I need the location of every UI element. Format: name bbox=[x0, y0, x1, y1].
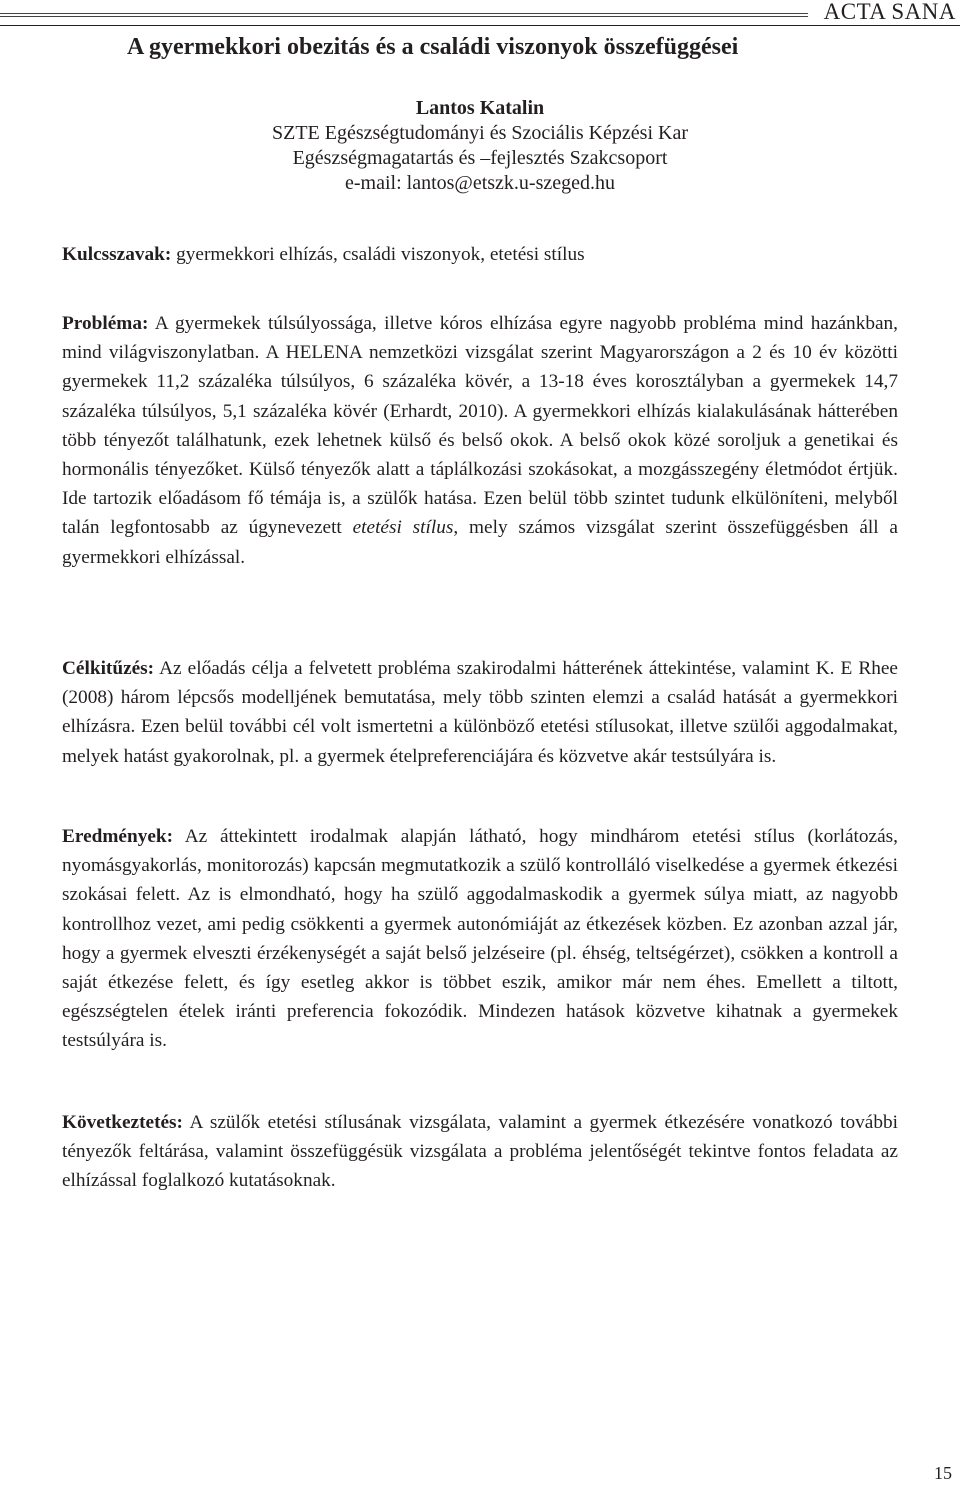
keywords-text: gyermekkori elhízás, családi viszonyok, etetési stílus bbox=[171, 244, 585, 265]
header-rule bbox=[0, 0, 960, 26]
aim-text: Az előadás célja a felvetett probléma szakirodalmi hátterének áttekintése, valamint K. E Rhee (2008) három lépcsős modelljének bemutatása, mely több szinten elemzi a család hatását a gyermekkori elhízásra. Ezen belül további cél volt ismertetni a különböző etetési stílusokat, illetve szülői aggodalmakat, melyek hatást gyakorolnak, pl. a gyermek ételpreferenciájára és közvetve akár testsúlyára is. bbox=[62, 658, 898, 767]
keywords-paragraph bbox=[62, 240, 898, 269]
keywords-label: Kulcsszavak: bbox=[62, 244, 172, 265]
header-line bbox=[0, 13, 808, 14]
results-paragraph bbox=[62, 822, 898, 1056]
aim-paragraph bbox=[62, 654, 898, 771]
aim-label: Célkitűzés: bbox=[62, 658, 155, 679]
conclusion-text: A szülők etetési stílusának vizsgálata, valamint a gyermek étkezésére vonatkozó további tényezők feltárása, valamint összefüggésük vizsgálata a probléma jelentőségét tekintve fontos feladata az elhízással foglalkozó kutatásoknak. bbox=[62, 1112, 898, 1192]
conclusion-label: Következtetés: bbox=[62, 1112, 183, 1133]
author-email: e-mail: lantos@etszk.u-szeged.hu bbox=[345, 172, 615, 194]
author-department: Egészségmagatartás és –fejlesztés Szakcsoport bbox=[292, 147, 668, 169]
problem-label: Probléma: bbox=[62, 313, 149, 334]
problem-italic-term: etetési stílus bbox=[352, 517, 454, 539]
results-label: Eredmények: bbox=[62, 826, 174, 847]
conclusion-paragraph bbox=[62, 1108, 898, 1196]
author-affiliation: SZTE Egészségtudományi és Szociális Képzési Kar bbox=[272, 122, 688, 144]
problem-text: A gyermekek túlsúlyossága, illetve kóros elhízása egyre nagyobb probléma mind hazánkban, mind világviszonylatban. A HELENA nemzetközi vizsgálat szerint Magyarországon a 2 és 10 év közötti gyermekek 11,2 százaléka túlsúlyos, 6 százaléka kövér, a 13-18 éves korosztályban a gyermekek 14,7 százaléka túlsúlyos, 5,1 százaléka kövér (Erhardt, 2010). A gyermekkori elhízás kialakulásának hátterében több tényezőt találhatunk, ezek lehetnek külső és belső okok. A belső okok közé soroljuk a genetikai és hormonális tényezőket. Külső tényezők alatt a táplálkozási szokásokat, a mozgásszegény életmódot értjük. Ide tartozik előadásom fő témája is, a szülők hatása. Ezen belül több szintet tudunk elkülöníteni, melyből talán legfontosabb az úgynevezett bbox=[62, 313, 898, 539]
problem-paragraph bbox=[62, 309, 898, 572]
article-title: A gyermekkori obezitás és a családi viszonyok összefüggései bbox=[127, 34, 739, 60]
header-line bbox=[0, 25, 960, 26]
journal-name: ACTA SANA bbox=[823, 0, 956, 24]
page-number: 15 bbox=[934, 1463, 952, 1483]
author-block bbox=[0, 96, 960, 196]
results-text: Az áttekintett irodalmak alapján látható, hogy mindhárom etetési stílus (korlátozás, nyomásgyakorlás, monitorozás) kapcsán megmutatkozik a szülő kontrolláló viselkedése a gyermek étkezési szokásai felett. Az is elmondható, hogy ha szülő aggodalmaskodik a gyermek súlya miatt, az nagyobb kontrollhoz vezet, ami pedig csökkenti a gyermek autonómiáját az étkezések közben. Ez azonban azzal jár, hogy a gyermek elveszti érzékenységét a saját belső jelzéseire (pl. éhség, teltségérzet), csökken a kontroll a saját étkezése felett, és így esetleg akkor is többet eszik, amikor már nem éhes. Emellett a tiltott, egészségtelen ételek iránti preferencia fokozódik. Mindezen hatások közvetve kihatnak a gyermekek testsúlyára is. bbox=[62, 826, 898, 1052]
problem-text-end: , mely számos vizsgálat szerint összefüggésben áll a gyermekkori elhízással. bbox=[62, 517, 898, 568]
header-line bbox=[0, 16, 808, 17]
author-name: Lantos Katalin bbox=[415, 97, 545, 119]
